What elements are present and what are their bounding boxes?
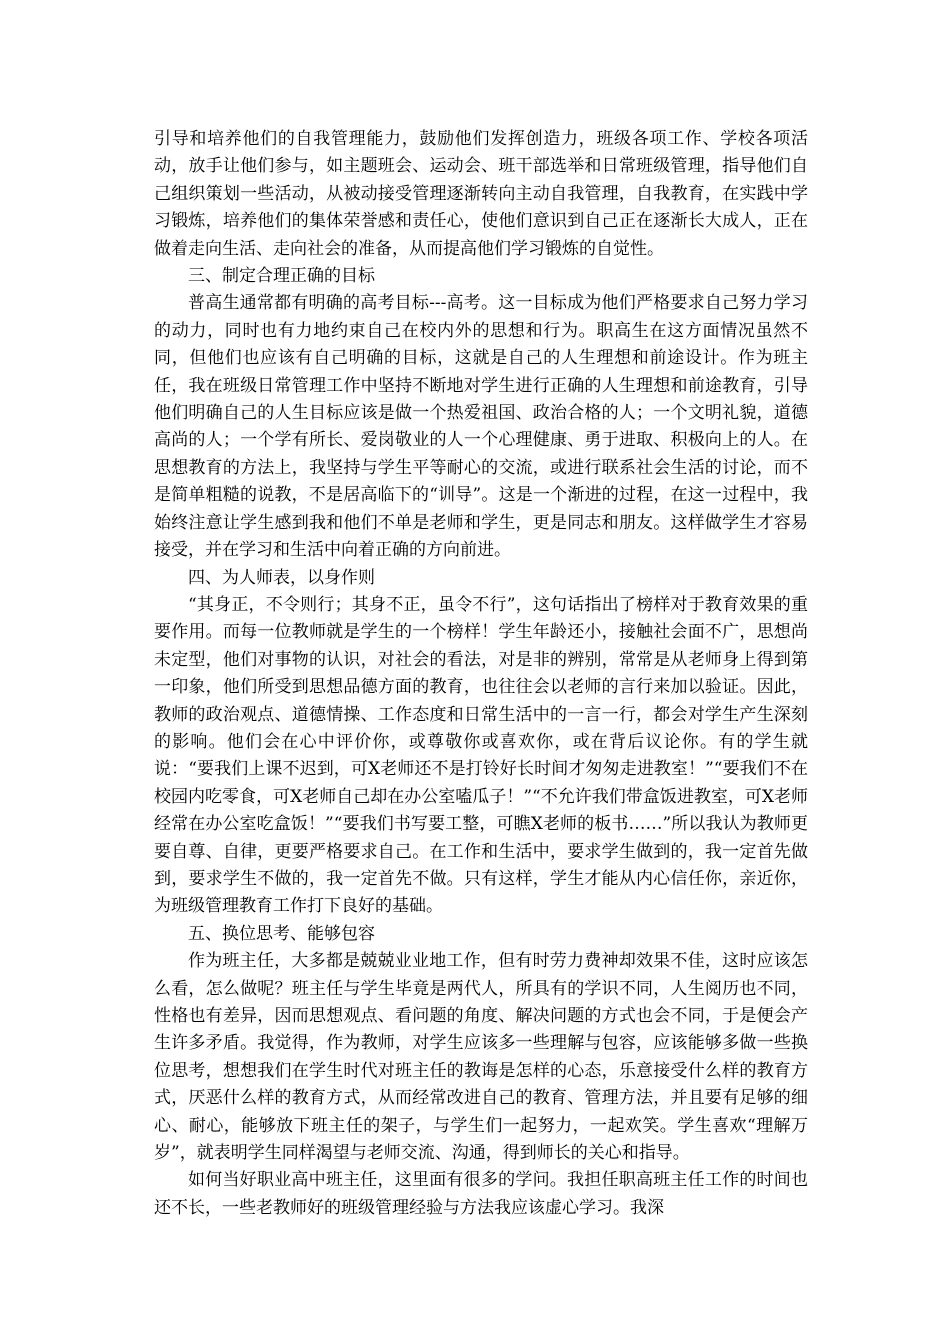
- document-page: [154, 126, 808, 1222]
- paragraph-empathy: 作为班主任，大多都是兢兢业业地工作，但有时劳力费神却效果不佳，这时应该怎么看，怎么做呢？班主任与学生毕竟是两代人，所具有的学识不同，人生阅历也不同，性格也有差异，因而思想观点、看问题的角度、解决问题的方式也会不同，于是便会产生许多矛盾。我觉得，作为教师，对学生应该多一些理解与包容，应该能够多做一些换位思考，想想我们在学生时代对班主任的教诲是怎样的心态，乐意接受什么样的教育方式，厌恶什么样的教育方式，从而经常改进自己的教育、管理方法，并且要有足够的细心、耐心，能够放下班主任的架子，与学生们一起努力，一起欢笑。学生喜欢“理解万岁”，就表明学生同样渴望与老师交流、沟通，得到师长的关心和指导。: [154, 951, 808, 1164]
- section-heading-role-model: 四、为人师表，以身作则: [188, 567, 375, 588]
- paragraph-conclusion: 如何当好职业高中班主任，这里面有很多的学问。我担任职高班主任工作的时间也还不长，一些老教师好的班级管理经验与方法我应该虚心学习。我深: [154, 1170, 808, 1218]
- section-heading-empathy: 五、换位思考、能够包容: [188, 923, 375, 944]
- paragraph-self-management: 引导和培养他们的自我管理能力，鼓励他们发挥创造力，班级各项工作、学校各项活动，放手让他们参与，如主题班会、运动会、班干部选举和日常班级管理，指导他们自己组织策划一些活动，从被动接受管理逐渐转向主动自我管理，自我教育，在实践中学习锻炼，培养他们的集体荣誉感和责任心，使他们意识到自己正在逐渐长大成人，正在做着走向生活、走向社会的准备，从而提高他们学习锻炼的自觉性。: [154, 129, 808, 259]
- paragraph-goals: 普高生通常都有明确的高考目标---高考。这一目标成为他们严格要求自己努力学习的动力，同时也有力地约束自己在校内外的思想和行为。职高生在这方面情况虽然不同，但他们也应该有自己明确的目标，这就是自己的人生理想和前途设计。作为班主任，我在班级日常管理工作中坚持不断地对学生进行正确的人生理想和前途教育，引导他们明确自己的人生目标应该是做一个热爱祖国、政治合格的人；一个文明礼貌，道德高尚的人；一个学有所长、爱岗敬业的人一个心理健康、勇于进取、积极向上的人。在思想教育的方法上，我坚持与学生平等耐心的交流，或进行联系社会生活的讨论，而不是简单粗糙的说教，不是居高临下的“训导”。这是一个渐进的过程，在这一过程中，我始终注意让学生感到我和他们不单是老师和学生，更是同志和朋友。这样做学生才容易接受，并在学习和生活中向着正确的方向前进。: [154, 293, 808, 561]
- paragraph-role-model: “其身正，不令则行；其身不正，虽令不行”，这句话指出了榜样对于教育效果的重要作用。而每一位教师就是学生的一个榜样！学生年龄还小，接触社会面不广，思想尚未定型，他们对事物的认识，对社会的看法，对是非的辨别，常常是从老师身上得到第一印象，他们所受到思想品德方面的教育，也往往会以老师的言行来加以验证。因此，教师的政治观点、道德情操、工作态度和日常生活中的一言一行，都会对学生产生深刻的影响。他们会在心中评价你，或尊敬你或喜欢你，或在背后议论你。有的学生就说：“要我们上课不迟到，可X老师还不是打铃好长时间才匆匆走进教室！”“要我们不在校园内吃零食，可X老师自己却在办公室嗑瓜子！”“不允许我们带盒饭进教室，可X老师经常在办公室吃盒饭！”“要我们书写要工整，可瞧X老师的板书……”所以我认为教师更要自尊、自律，更要严格要求自己。在工作和生活中，要求学生做到的，我一定首先做到，要求学生不做的，我一定首先不做。只有这样，学生才能从内心信任你，亲近你，为班级管理教育工作打下良好的基础。: [154, 594, 808, 917]
- section-heading-goals: 三、制定合理正确的目标: [188, 266, 375, 287]
